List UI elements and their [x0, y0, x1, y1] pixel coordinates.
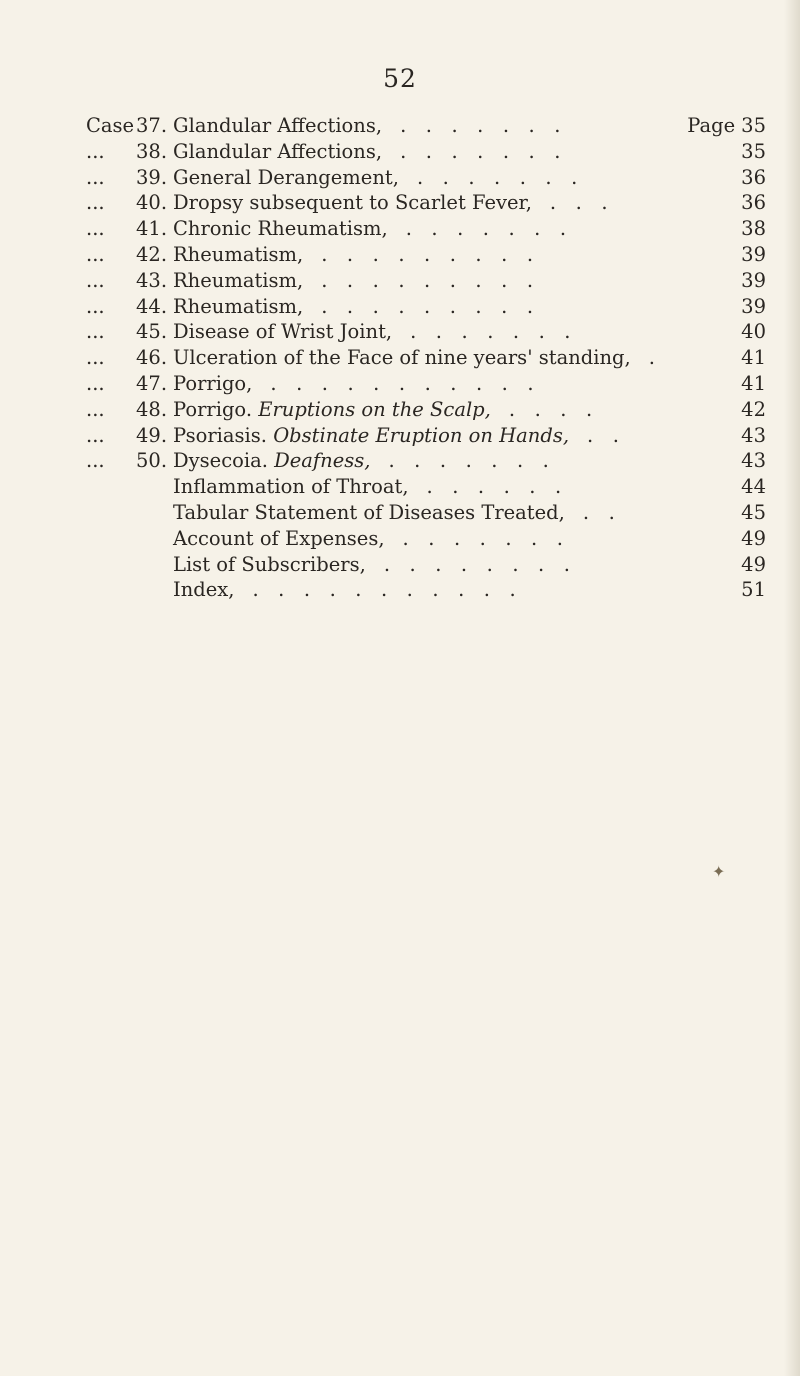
entry-title: Disease of Wrist Joint, [173, 320, 393, 344]
toc-row [86, 242, 766, 268]
entry-title: Rheumatism, [173, 294, 304, 318]
case-prefix: ... [86, 139, 105, 163]
toc-row [86, 345, 766, 371]
entry-title: Dysecoia. Deafness, [173, 449, 371, 473]
leader-dots: . . [582, 500, 615, 524]
case-num: 41. [136, 217, 168, 241]
case-num: 45. [136, 320, 168, 344]
case-number [86, 319, 170, 345]
entry-title: Inflammation of Throat, [173, 475, 409, 499]
toc-row [86, 474, 766, 500]
case-num: 42. [136, 242, 168, 266]
case-num: 46. [136, 346, 168, 370]
toc-row [86, 526, 766, 552]
case-prefix: ... [86, 449, 105, 473]
leader-dots: . . . . . . . [416, 165, 578, 189]
table-of-contents [86, 113, 766, 603]
page-num: 38 [741, 217, 766, 241]
entry-title: Account of Expenses, [173, 526, 385, 550]
page-num: 39 [741, 294, 766, 318]
leader-dots: . . . . [508, 397, 593, 421]
case-num: 43. [136, 268, 168, 292]
toc-row [86, 371, 766, 397]
entry-subtitle: Obstinate Eruption on Hands, [273, 423, 570, 447]
case-number [86, 165, 170, 191]
entry-title: Chronic Rheumatism, [173, 217, 388, 241]
page-num: 43 [741, 423, 766, 447]
entry-title: Porrigo, [173, 371, 253, 395]
toc-row [86, 577, 766, 603]
toc-row [86, 216, 766, 242]
page-num: 36 [741, 165, 766, 189]
case-prefix: ... [86, 242, 105, 266]
page-num: 39 [741, 242, 766, 266]
page-num: 44 [741, 475, 766, 499]
case-prefix: ... [86, 165, 105, 189]
case-number [86, 242, 170, 268]
leader-dots: . . . . . . . [400, 114, 561, 137]
case-num: 44. [136, 294, 168, 318]
case-prefix: ... [86, 191, 105, 215]
entry-title: Tabular Statement of Diseases Treated, [173, 500, 565, 524]
toc-row [86, 268, 766, 294]
case-number [86, 268, 170, 294]
case-prefix: ... [86, 294, 105, 318]
page-number: 52 [383, 64, 417, 93]
case-prefix: ... [86, 268, 105, 292]
leader-dots: . . . . . . . [405, 217, 567, 241]
page-num: 49 [741, 526, 766, 550]
leader-dots: . . . . . . . [410, 320, 571, 344]
leader-dots: . . . . . . . . . [321, 268, 534, 292]
case-num: 39. [136, 165, 168, 189]
leader-dots: . . . [549, 191, 608, 215]
toc-row [86, 448, 766, 474]
case-prefix: ... [86, 217, 105, 241]
entry-title: Glandular Affections, [173, 114, 383, 137]
entry-title: Psoriasis. Obstinate Eruption on Hands, [173, 423, 570, 447]
case-prefix: Case [86, 114, 135, 137]
page-edge-shadow [784, 0, 800, 1376]
page-num: 49 [741, 552, 766, 576]
case-prefix: ... [86, 371, 105, 395]
leader-dots: . . . . . . . . [383, 552, 570, 576]
entry-title: List of Subscribers, [173, 552, 366, 576]
leader-dots: . . . . . . . . . . . [252, 578, 516, 602]
page-num: 36 [741, 191, 766, 215]
toc-row [86, 319, 766, 345]
case-num: 38. [136, 139, 168, 163]
leader-dots: . . . . . . . . . [321, 294, 534, 318]
case-num: 40. [136, 191, 168, 215]
leader-dots: . . . . . . . [388, 449, 549, 473]
entry-title: Index, [173, 578, 235, 602]
page-num: 41 [741, 371, 766, 395]
toc-row [86, 552, 766, 578]
case-number [86, 216, 170, 242]
case-num: 48. [136, 397, 168, 421]
case-number [86, 294, 170, 320]
entry-title: Ulceration of the Face of nine years' standing, [173, 346, 631, 370]
page-num: 42 [741, 397, 766, 421]
page-num: 43 [741, 449, 766, 473]
toc-row [86, 423, 766, 449]
leader-dots: . . . . . . . [402, 526, 563, 550]
case-prefix: ... [86, 346, 105, 370]
page-num: 35 [741, 139, 766, 163]
toc-row [86, 165, 766, 191]
page-num: 40 [741, 320, 766, 344]
entry-subtitle: Deafness, [274, 449, 371, 473]
case-num: 47. [136, 371, 168, 395]
leader-dots: . . . . . . . . . . . [270, 371, 534, 395]
entry-title: Rheumatism, [173, 242, 304, 266]
toc-row [86, 397, 766, 423]
page-num: 45 [741, 500, 766, 524]
case-num: 37. [136, 114, 168, 137]
leader-dots: . . . . . . . [400, 139, 561, 163]
entry-title: Porrigo. Eruptions on the Scalp, [173, 397, 491, 421]
case-number [86, 190, 170, 216]
toc-row [86, 190, 766, 216]
ink-mark-icon: ✦ [712, 862, 726, 881]
entry-title: General Derangement, [173, 165, 399, 189]
case-num: 50. [136, 449, 168, 473]
entry-title: Glandular Affections, [173, 139, 383, 163]
page-num: 51 [741, 578, 766, 602]
case-number [86, 345, 170, 371]
toc-row [86, 139, 766, 165]
toc-row [86, 294, 766, 320]
leader-dots: . . . . . . [426, 475, 562, 499]
leader-dots: . . [587, 423, 619, 447]
case-number [86, 448, 170, 474]
leader-dots: . [648, 346, 655, 370]
page-num: 39 [741, 268, 766, 292]
page-num: 35 [741, 114, 766, 137]
leader-dots: . . . . . . . . . [321, 242, 534, 266]
page-word: Page [687, 114, 736, 137]
entry-title: Rheumatism, [173, 268, 304, 292]
toc-row [86, 500, 766, 526]
case-number [86, 113, 170, 139]
case-number [86, 139, 170, 165]
case-number [86, 397, 170, 423]
page-num: 41 [741, 346, 766, 370]
entry-title: Dropsy subsequent to Scarlet Fever, [173, 191, 532, 215]
entry-subtitle: Eruptions on the Scalp, [258, 397, 491, 421]
toc-row [86, 113, 766, 139]
case-prefix: ... [86, 423, 105, 447]
case-number [86, 423, 170, 449]
case-number [86, 371, 170, 397]
case-prefix: ... [86, 397, 105, 421]
case-prefix: ... [86, 320, 105, 344]
case-num: 49. [136, 423, 168, 447]
